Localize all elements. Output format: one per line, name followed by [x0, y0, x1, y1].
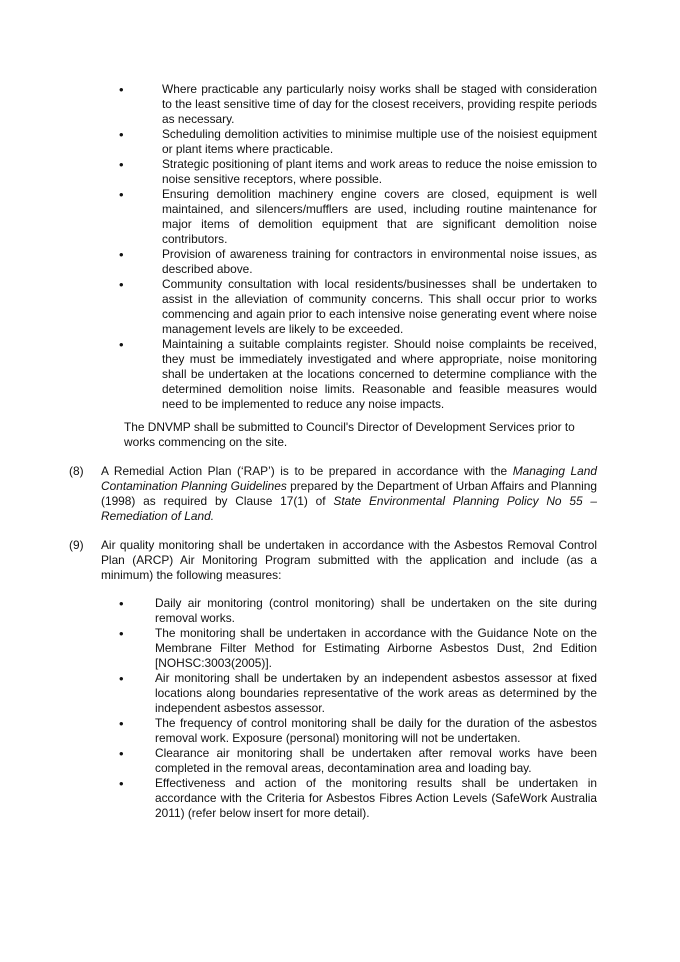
- list-item: • Effectiveness and action of the monitoring results shall be undertaken in accordance with the Criteria for Asbestos Fibres Action Levels (SafeWork Australia 2011) (refer below insert for more detail).: [119, 776, 597, 821]
- clause-number: (9): [69, 538, 84, 552]
- list-item: • Maintaining a suitable complaints register. Should noise complaints be received, they must be immediately investigated and where appropriate, noise monitoring shall be undertaken at the locations concerned to determine compliance with the determined demolition noise limits. Reasonable and feasible measures would need to be implemented to reduce any noise impacts.: [119, 337, 597, 412]
- list-item: • Daily air monitoring (control monitoring) shall be undertaken on the site during removal works.: [119, 596, 597, 626]
- noise-measures-list: [119, 82, 597, 412]
- list-item: • Strategic positioning of plant items and work areas to reduce the noise emission to noise sensitive receptors, where possible.: [119, 157, 597, 187]
- list-item: • The frequency of control monitoring shall be daily for the duration of the asbestos removal work. Exposure (personal) monitoring will not be undertaken.: [119, 716, 597, 746]
- list-item: • Ensuring demolition machinery engine covers are closed, equipment is well maintained, and silencers/mufflers are used, including routine maintenance for major items of demolition equipment that are significant demolition noise contributors.: [119, 187, 597, 247]
- air-monitoring-list: [119, 596, 597, 821]
- list-item: • Scheduling demolition activities to minimise multiple use of the noisiest equipment or plant items where practicable.: [119, 127, 597, 157]
- clause-text: A Remedial Action Plan (‘RAP’) is to be prepared in accordance with the: [101, 464, 513, 478]
- clause-body: [101, 464, 597, 524]
- clause-text: prepared by the Department of Urban Affairs and Planning (1998) as required by Clause 17(1) of: [101, 479, 597, 508]
- list-item: • Community consultation with local residents/businesses shall be undertaken to assist in the alleviation of community concerns. This shall occur prior to works commencing and again prior to each intensive noise generating event where noise management levels are likely to be exceeded.: [119, 277, 597, 337]
- list-item: • The monitoring shall be undertaken in accordance with the Guidance Note on the Membrane Filter Method for Estimating Airborne Asbestos Dust, 2nd Edition [NOHSC:3003(2005)].: [119, 626, 597, 671]
- list-item: • Clearance air monitoring shall be undertaken after removal works have been completed in the removal areas, decontamination area and loading bay.: [119, 746, 597, 776]
- clause-italic-title: State Environmental Planning Policy No 55 – Remediation of Land.: [101, 494, 597, 523]
- dnvmp-paragraph: The DNVMP shall be submitted to Council's Director of Development Services prior to works commencing on the site.: [124, 420, 575, 449]
- clause-number: (8): [69, 464, 84, 478]
- list-item: • Provision of awareness training for contractors in environmental noise issues, as described above.: [119, 247, 597, 277]
- list-item: • Where practicable any particularly noisy works shall be staged with consideration to the least sensitive time of day for the closest receivers, providing respite periods as necessary.: [119, 82, 597, 127]
- clause-body: Air quality monitoring shall be undertaken in accordance with the Asbestos Removal Control Plan (ARCP) Air Monitoring Program submitted with the application and include (as a minimum) the following measures:: [101, 538, 597, 582]
- list-item: • Air monitoring shall be undertaken by an independent asbestos assessor at fixed locations along boundaries representative of the work areas as determined by the independent asbestos assessor.: [119, 671, 597, 716]
- clause-italic-title: Managing Land Contamination Planning Guidelines: [101, 464, 597, 493]
